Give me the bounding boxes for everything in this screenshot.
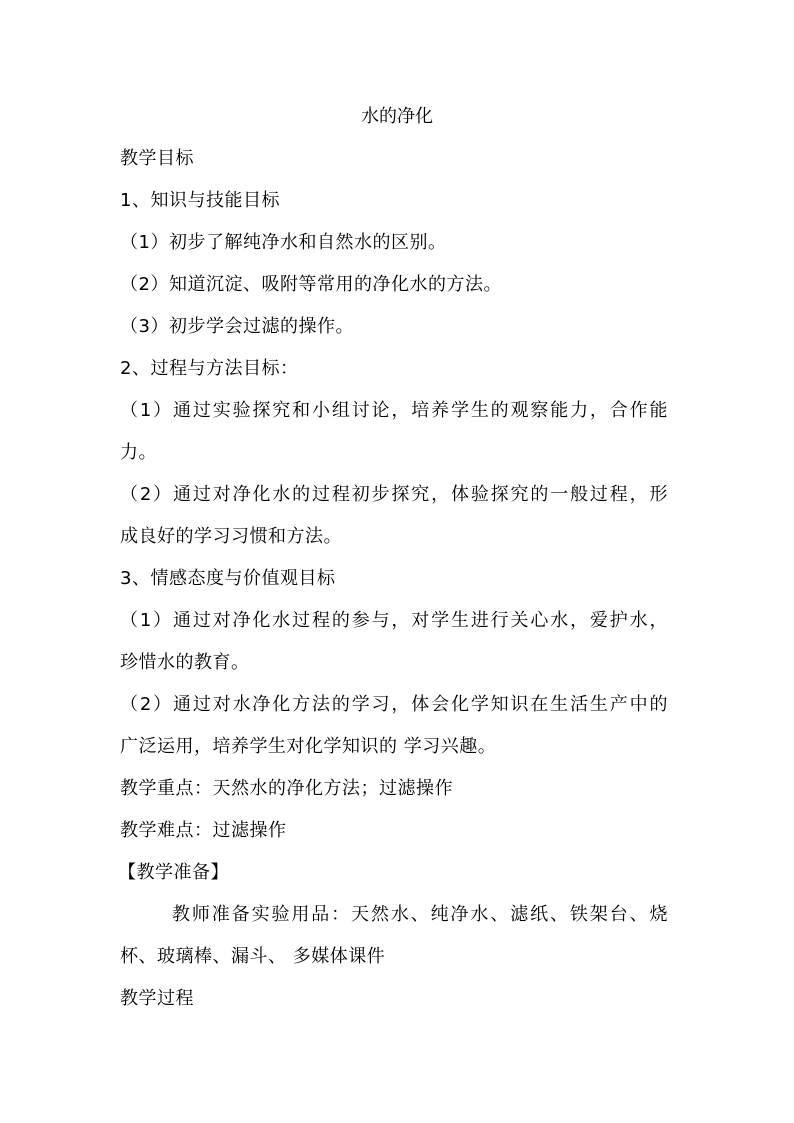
heading-teaching-goals: 教学目标 [120,148,194,169]
document-title: 水的净化 [361,106,433,127]
goal2-item-line: （2）通过对净化水的过程初步探究，体验探究的一般过程，形 [120,484,668,505]
goal2-title: 2、过程与方法目标： [120,358,299,379]
goal2-item-line: 力。 [120,442,157,463]
goal3-item-line: （2）通过对水净化方法的学习，体会化学知识在生活生产中的 [120,694,668,715]
prep-line: 教师准备实验用品：天然水、纯净水、滤纸、铁架台、烧 [172,904,668,925]
goal1-title: 1、知识与技能目标 [120,190,280,211]
goal2-item-line: 成良好的学习习惯和方法。 [120,526,342,547]
goal1-item: （3）初步学会过滤的操作。 [120,316,354,337]
goal3-item-line: （1）通过对净化水过程的参与，对学生进行关心水，爱护水， [120,610,668,631]
goal3-item-line: 珍惜水的教育。 [120,652,250,673]
goal3-item-line: 广泛运用，培养学生对化学知识的 学习兴趣。 [120,736,497,757]
goal1-item: （1）初步了解纯净水和自然水的区别。 [120,232,447,253]
key-point: 教学重点：天然水的净化方法；过滤操作 [120,778,453,799]
prep-line: 杯、玻璃棒、漏斗、 多媒体课件 [120,946,386,967]
difficult-point: 教学难点：过滤操作 [120,820,287,841]
goal3-title: 3、情感态度与价值观目标 [120,568,336,589]
process-heading: 教学过程 [120,988,194,1009]
goal2-item-line: （1）通过实验探究和小组讨论，培养学生的观察能力，合作能 [120,400,668,421]
goal1-item: （2）知道沉淀、吸附等常用的净化水的方法。 [120,274,502,295]
prep-heading: 【教学准备】 [118,862,229,883]
